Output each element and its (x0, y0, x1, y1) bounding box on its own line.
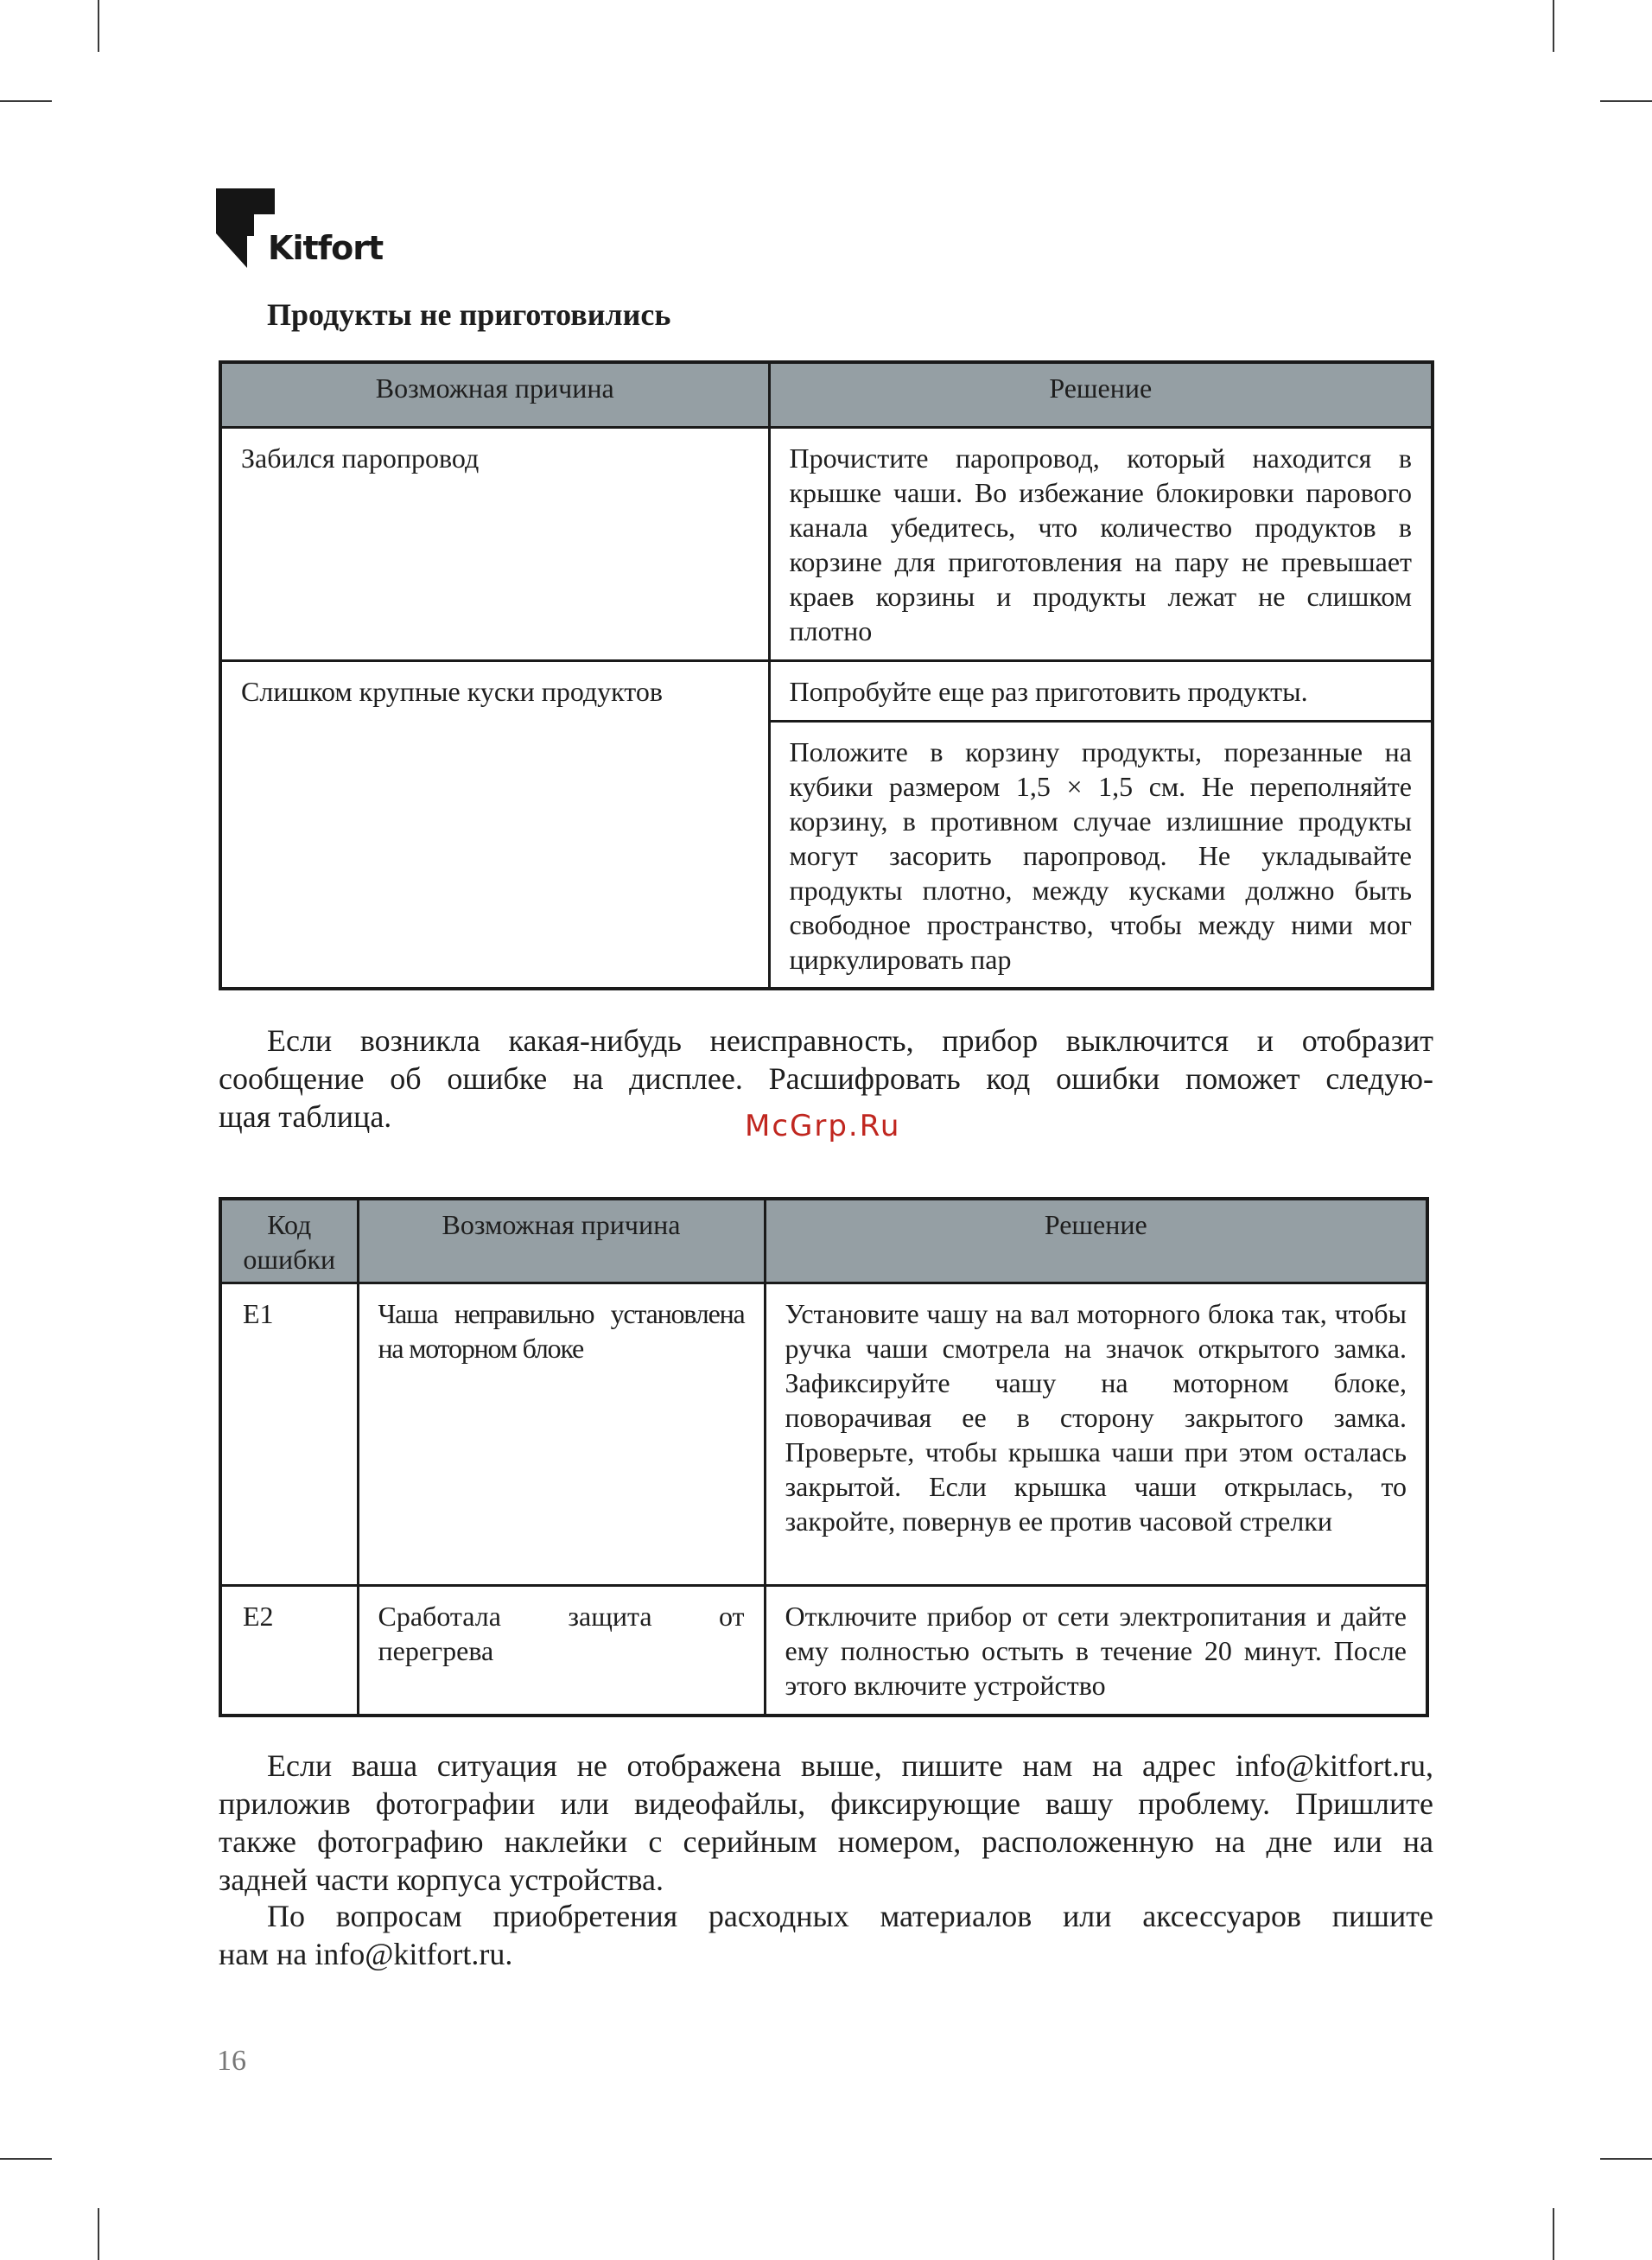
paragraph-line: также фотографию наклейки с серийным номером, расположенную на дне или на (219, 1824, 1433, 1859)
column-header: Решение (769, 362, 1433, 427)
paragraph-line: сообщение об ошибке на дисплее. Расшифровать код ошибки поможет следую- (219, 1061, 1433, 1096)
paragraph-line: приложив фотографии или видеофайлы, фиксирующие вашу проблему. Пришлите (219, 1786, 1433, 1821)
column-header: Решение (765, 1199, 1427, 1283)
crop-mark (1553, 2208, 1554, 2260)
column-header: Возможная причина (358, 1199, 765, 1283)
table-row (220, 427, 1433, 660)
cause-cell: Чаша неправильно установлена на моторном блоке (358, 1283, 765, 1586)
paragraph-line: задней части корпуса устройства. (219, 1862, 664, 1897)
error-code-table (219, 1197, 1429, 1717)
table-header-row (220, 362, 1433, 427)
crop-mark (98, 2208, 99, 2260)
paragraph-line: Если возникла какая-нибудь неисправность, прибор выключится и отобразит (267, 1023, 1433, 1058)
column-header: Код ошибки (220, 1199, 358, 1283)
brand-name: Kitfort (268, 229, 384, 267)
table-row (220, 1283, 1427, 1586)
paragraph-line: щая таблица. (219, 1099, 392, 1134)
page-number: 16 (217, 2045, 246, 2077)
kitfort-logo (216, 186, 389, 272)
crop-mark (0, 100, 52, 102)
paragraph-line: Если ваша ситуация не отображена выше, пишите нам на адрес info@kitfort.ru, (267, 1748, 1433, 1783)
table-header-row (220, 1199, 1427, 1283)
column-header: Возможная причина (220, 362, 769, 427)
crop-mark (1600, 100, 1652, 102)
accessories-paragraph (219, 1897, 1433, 1973)
solution-cell: Попробуйте еще раз приготовить продукты. (769, 660, 1433, 721)
contact-paragraph (219, 1747, 1433, 1899)
section-title: Продукты не приготовились (267, 297, 671, 332)
cause-cell: Слишком крупные куски продуктов (220, 660, 769, 989)
cause-cell: Забился паропровод (220, 427, 769, 660)
cause-cell: Сработала защита от перегрева (358, 1586, 765, 1716)
paragraph-line: По вопросам приобретения расходных материалов или аксессуаров пишите (267, 1899, 1433, 1933)
error-code-cell: E2 (220, 1586, 358, 1716)
crop-mark (98, 0, 99, 52)
watermark: McGrp.Ru (745, 1109, 901, 1143)
crop-mark (1600, 2158, 1652, 2160)
paragraph-line: нам на info@kitfort.ru. (219, 1937, 513, 1971)
error-code-cell: E1 (220, 1283, 358, 1586)
solution-cell: Положите в корзину продукты, порезанные на кубики размером 1,5 × 1,5 см. Не переполняйте корзину, в противном случае излишние продукты могут засорить паропровод. Не укладывайте продукты плотно, между кусками должно быть свободное пространство, чтобы между ними мог циркулировать пар (769, 721, 1433, 989)
table-row (220, 1586, 1427, 1716)
solution-cell: Установите чашу на вал моторного блока так, чтобы ручка чаши смотрела на значок открытого замка. Зафиксируйте чашу на моторном блоке, поворачивая ее в сторону закрытого замка. Проверьте, чтобы крышка чаши при этом осталась закрытой. Если крышка чаши открылась, то закройте, повернув ее против часовой стрелки (765, 1283, 1427, 1586)
crop-mark (1553, 0, 1554, 52)
crop-mark (0, 2158, 52, 2160)
solution-cell: Отключите прибор от сети электропитания и дайте ему полностью остыть в течение 20 минут. После этого включите устройство (765, 1586, 1427, 1716)
table-row (220, 660, 1433, 721)
solution-cell: Прочистите паропровод, который находится в крышке чаши. Во избежание блокировки парового канала убедитесь, что количество продуктов в корзине для приготовления на пару не превышает краев корзины и продукты лежат не слишком плотно (769, 427, 1433, 660)
troubleshooting-table (219, 360, 1434, 990)
